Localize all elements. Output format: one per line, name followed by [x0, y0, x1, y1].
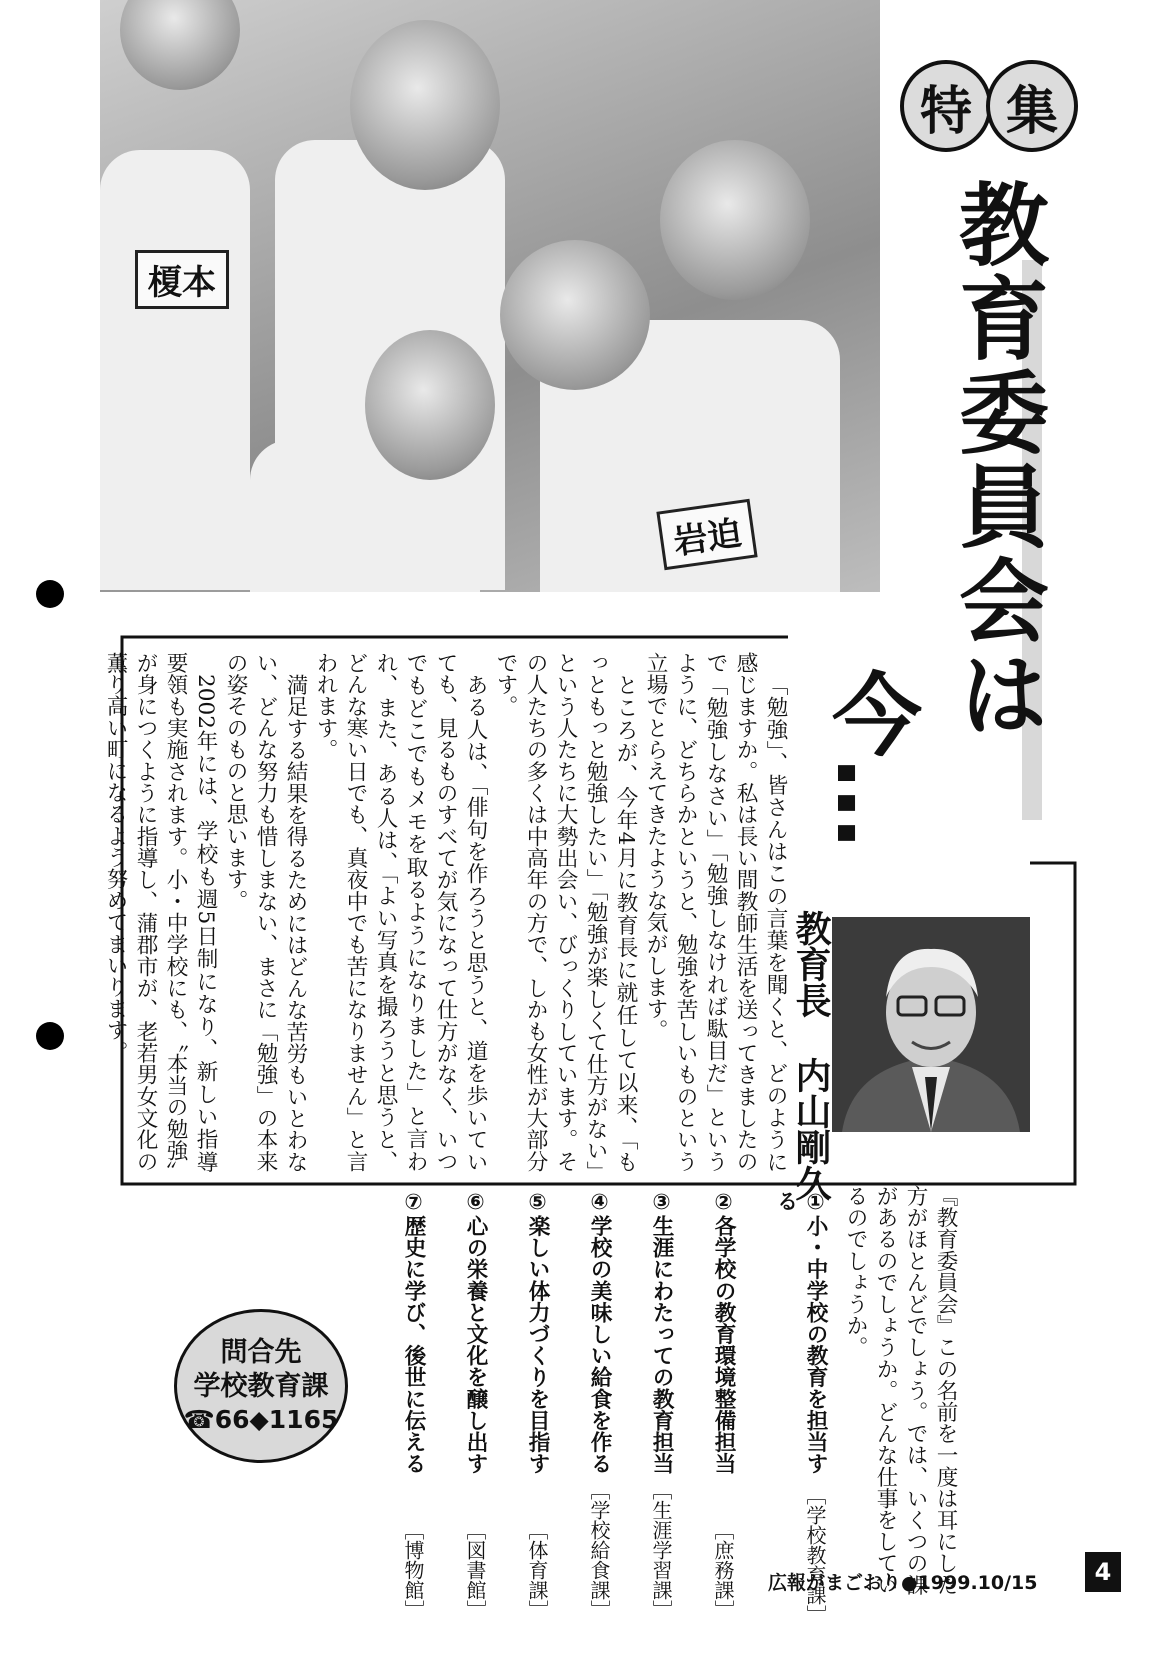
article-paragraph: ある人は、「俳句を作ろうと思うと、道を歩いていても、見るものすべてが気になって仕方がなく、いつでもどこでもメモを取るようになりました」と言われ、また、ある人は、「よい写真を撮ろうと思うと、どんな寒い日でも、真夜中でも苦になりません」と言われます。 [313, 652, 488, 1172]
list-item [708, 1190, 738, 1620]
intro-text: 『教育委員会』この名前を一度は耳にした方がほとんどでしょう。では、いくつの課があるのでしょうか。どんな仕事をしているのでしょうか。 [843, 1185, 958, 1596]
dept-name: ［学校給食課］ [587, 1480, 611, 1620]
dept-description: ⑥心の栄養と文化を醸し出す [463, 1190, 488, 1475]
dept-name: ［博物館］ [401, 1520, 425, 1620]
list-item [522, 1190, 552, 1620]
publication-footer: 広報がまごおり●1999.10/15 [768, 1572, 1038, 1594]
dept-description: ⑤楽しい体力づくりを目指す [525, 1190, 550, 1475]
dept-description: ⑦歴史に学び、後世に伝える [401, 1190, 426, 1475]
badge-char-1: 特 [900, 60, 992, 152]
author-name: 内山剛久 [790, 1056, 831, 1201]
contact-label: 問合先 [220, 1337, 302, 1368]
contact-badge [174, 1309, 348, 1463]
article-paragraph: 満足する結果を得るためにはどんな苦労もいとわない、どんな努力も惜しまない、まさに「勉強」の本来の姿そのものと思います。 [223, 652, 308, 1172]
list-item [584, 1190, 614, 1620]
list-item [398, 1190, 428, 1620]
author-portrait [832, 917, 1030, 1132]
page-number: 4 [1085, 1552, 1121, 1592]
list-item [460, 1190, 490, 1620]
article-paragraph: ところが、今年4月に教育長に就任して以来、「もっともっと勉強したい」「勉強が楽しくて仕方がない」という人たちに大勢出会い、びっくりしています。その人たちの多くは中高年の方で、しかも女性が大部分です。 [493, 652, 638, 1172]
dept-name: ［生涯学習課］ [649, 1480, 673, 1620]
list-item [646, 1190, 676, 1620]
author-byline [790, 910, 830, 1201]
name-tag-2: 岩迫 [656, 499, 757, 571]
article-paragraph: 2002年には、学校も週5日制になり、新しい指導要領も実施されます。小・中学校にも、〝本当の勉強〟が身につくように指導し、蒲郡市が、老若男女文化の薫り高い町になるよう努めてまいります。 [103, 652, 218, 1172]
dept-description: ②各学校の教育環境整備担当 [711, 1190, 736, 1475]
page-subtitle: 今… [816, 668, 921, 848]
name-tag-1: 榎本 [135, 250, 229, 309]
dept-name: ［体育課］ [525, 1520, 549, 1620]
author-title: 教育長 [790, 910, 831, 1018]
page-title: 教育委員会は [943, 178, 1048, 742]
contact-phone: ☎66◆1165 [183, 1405, 339, 1434]
dept-name: ［学校教育課］ [803, 1484, 827, 1625]
dept-description: ③生涯にわたっての教育担当 [649, 1190, 674, 1475]
article-paragraph: 「勉強」、皆さんはこの言葉を聞くと、どのように感じますか。私は長い間教師生活を送ってきましたので「勉強しなさい」「勉強しなければ駄目だ」というように、どちらかというと、勉強を苦しいものという立場でとらえてきたような気がします。 [643, 652, 788, 1172]
article-body [103, 652, 790, 1172]
badge-char-2: 集 [986, 60, 1078, 152]
department-list [401, 1190, 830, 1625]
dept-description: ④学校の美味しい給食を作る [587, 1190, 612, 1475]
dept-description: ①小・中学校の教育を担当する [773, 1190, 828, 1475]
dept-name: ［図書館］ [463, 1520, 487, 1620]
contact-department: 学校教育課 [193, 1371, 329, 1402]
dept-name: ［庶務課］ [711, 1520, 735, 1620]
list-item [770, 1190, 830, 1625]
